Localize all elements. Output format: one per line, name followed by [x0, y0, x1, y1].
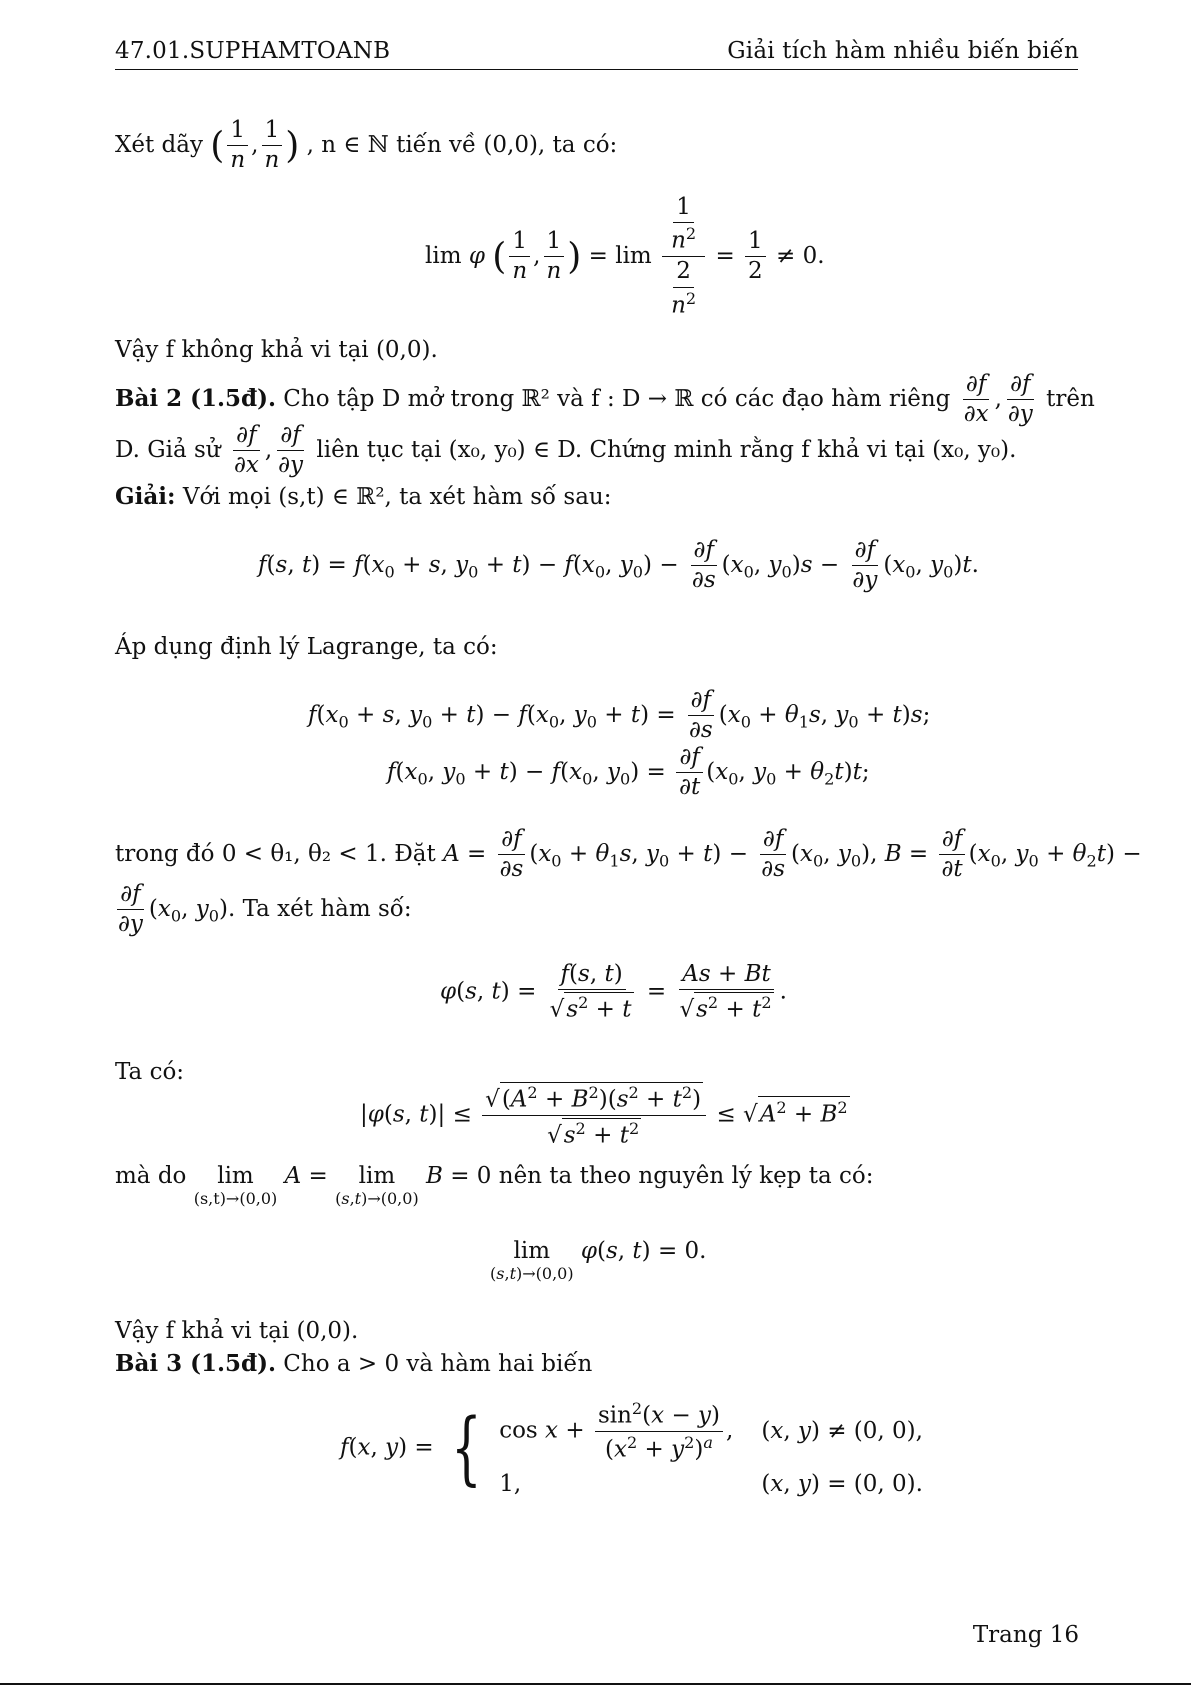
problem-2-text-2-end: liên tục tại (x₀, y₀) ∈ D. Chứng minh rằng f khả vi tại (x₀, y₀). [316, 436, 1017, 463]
paragraph-conclusion-2: Vậy f khả vi tại (0,0). [115, 1318, 359, 1344]
problem-3-title: Bài 3 (1.5đ). [115, 1350, 276, 1377]
paragraph-conclusion-1: Vậy f không khả vi tại (0,0). [115, 337, 438, 363]
math-sequence: ( $\frac{1}{n}$ , $\frac{1}{n}$ ) [210, 117, 300, 174]
text-ta-xet: . Ta xét hàm số: [227, 895, 412, 922]
equation-limit-phi: lim φ ( $\frac{1}{n}$ , $\frac{1}{n}$ ) = lim $\frac{\frac{1}{n^2}}{\frac{2}{n^2}}$ = $\frac{1}{2}$ ≠ 0. [425, 194, 825, 319]
header-left: 47.01.SUPHAMTOANB [115, 38, 391, 64]
equation-f-st: f(s, $t) = f(x_0 + s$, $y_0 + t) - f(x_0$, $y_0$) − $\frac{\partial f}{\partial s}$ ($x_0$, $y_0)s$ − $\frac{\partial f}{\partial y}$ ($x_0$, $y_0)t$. [258, 537, 979, 594]
equation-lagrange-1: $f(x_0 + s$, $y_0 + t) - f(x_0$, $y_0 + t$) = $\frac{\partial f}{\partial s}$ ($x_0 + \theta_1s$, $y_0 + t)s$; [308, 687, 931, 744]
problem-2-text-2-start: D. Giả sử [115, 436, 221, 463]
problem-2-statement-line-2: D. Giả sử $\frac{\partial f}{\partial x}$ , $\frac{\partial f}{\partial y}$ liên tục tại (x₀, y₀) ∈ D. Chứng minh rằng f khả vi tại (x₀, y₀). [115, 422, 1017, 479]
header-rule [115, 69, 1078, 70]
text-after: , n ∈ ℕ tiến về (0,0), ta có: [306, 131, 618, 158]
equation-piecewise: f(x, y) = { cos x + $\frac{\sin^2(x - y)}{(x^2 + y^2)^a}$ , (x, y) ≠ (0, 0), 1, (x, y) = (0, 0). [340, 1399, 923, 1497]
lim-subscript-a: (s,t)→(0,0) [193, 1189, 278, 1208]
paragraph-trong-do-cont: $\frac{\partial f}{\partial y}$ ($x_0$, $y_0$). Ta xét hàm số: [118, 881, 412, 938]
page-number: Trang 16 [972, 1622, 1079, 1648]
solution-label: Giải: [115, 483, 176, 510]
paragraph-trong-do: trong đó 0 < θ₁, θ₂ < 1. Đặt A = $\frac{\partial f}{\partial s}$ ($x_0 + \theta_1s$, $y_0 + t$) − $\frac{\partial f}{\partial s}$ ($x_0$, $y_0$), B = $\frac{\partial f}{\partial t}$ ($x_0$, $y_0 + \theta_2t$) − [115, 826, 1142, 883]
text-trong-do: trong đó 0 < θ₁, θ₂ < 1. Đặt [115, 840, 436, 867]
solution-intro [115, 483, 612, 510]
problem-2-title: Bài 2 (1.5đ). [115, 384, 276, 412]
equation-bound: |φ(s, t)| ≤ $\frac{√(A^2 + B^2)(s^2 + t^2)}{√s^2 + t^2}$ ≤ $√A^2 + B^2$ [360, 1083, 848, 1149]
paragraph-sequence [115, 118, 617, 174]
text-intro: Xét dãy [115, 131, 203, 158]
paragraph-lagrange: Áp dụng định lý Lagrange, ta có: [115, 634, 498, 660]
problem-2-statement-line-1: Bài 2 (1.5đ). Cho tập D mở trong ℝ² và f : D → ℝ có các đạo hàm riêng $\frac{\partial f}{\partial x}$ , $\frac{\partial f}{\partial y}$ trên [115, 371, 1095, 428]
text-ma-do: mà do [115, 1163, 187, 1189]
solution-text: Với mọi (s,t) ∈ ℝ², ta xét hàm số sau: [182, 484, 612, 510]
paragraph-ta-co: Ta có: [115, 1059, 185, 1085]
problem-2-text-1-end: trên [1046, 385, 1095, 412]
paragraph-ma-do: mà do lim (s,t)→(0,0) A = lim (s,t)→(0,0) B = 0 nên ta theo nguyên lý kẹp ta có: [115, 1163, 874, 1208]
problem-2-text-1: Cho tập D mở trong ℝ² và f : D → ℝ có các đạo hàm riêng [283, 385, 951, 412]
header-right: Giải tích hàm nhiều biến biến [727, 38, 1079, 64]
equation-phi-def: φ(s, t) = $\frac{f(s, t)}{√s^2 + t}$ = $\frac{As + Bt}{√s^2 + t^2}$ . [440, 961, 787, 1023]
problem-3-text: Cho a > 0 và hàm hai biến [283, 1351, 593, 1377]
text-nguyen-ly: nên ta theo nguyên lý kẹp ta có: [498, 1163, 874, 1189]
problem-3-statement [115, 1350, 592, 1377]
equation-limit-zero: lim (s,t)→(0,0) φ(s, t) = 0. [490, 1238, 707, 1283]
equation-lagrange-2: $f(x_0$, $y_0 + t) - f(x_0$, $y_0$) = $\frac{\partial f}{\partial t}$ ($x_0$, $y_0 + \theta_2t)t$; [387, 744, 870, 801]
